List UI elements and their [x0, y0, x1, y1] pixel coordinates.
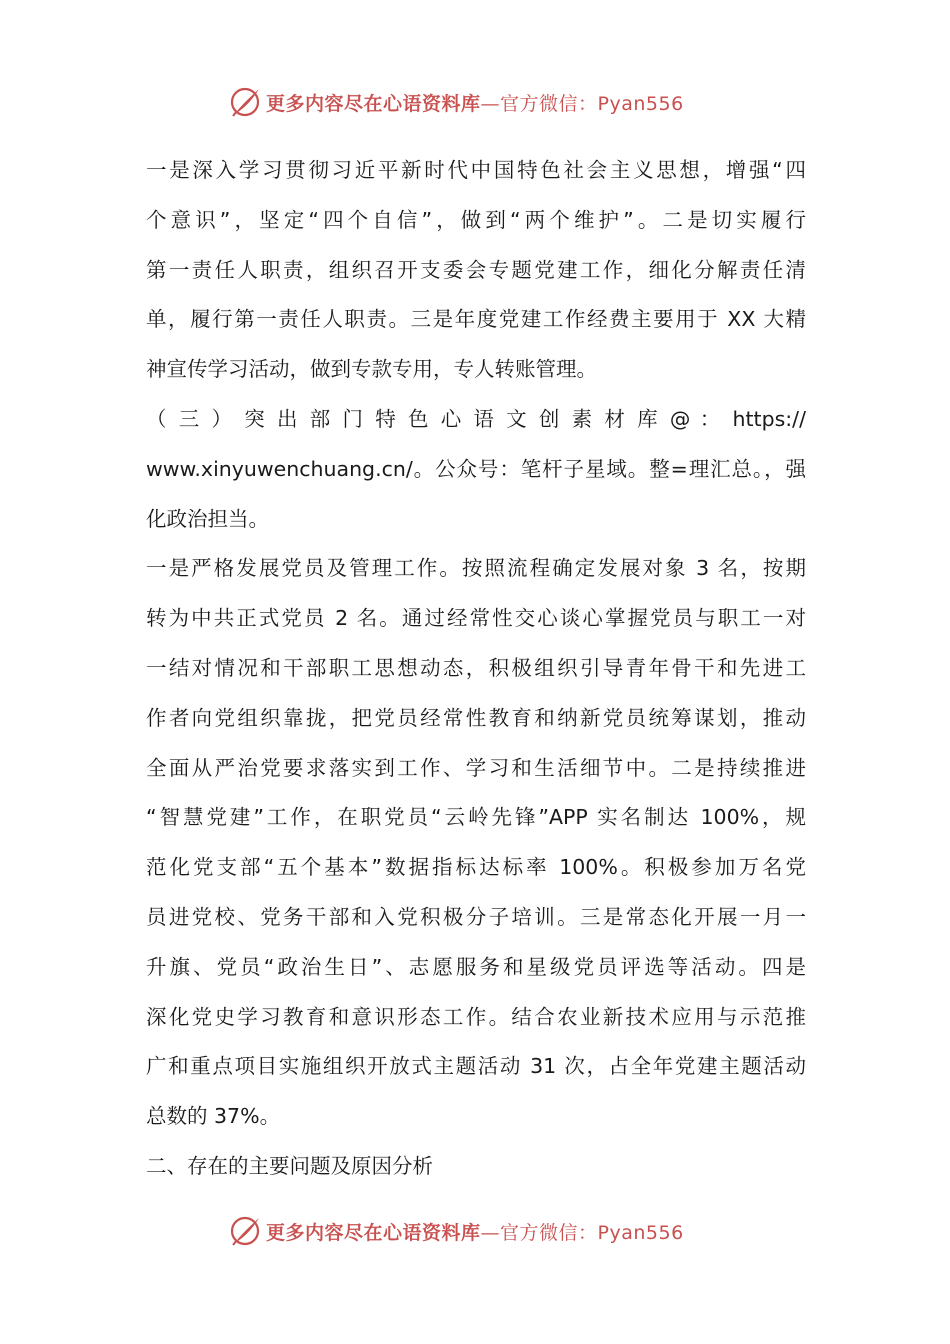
text-line: 员进党校、党务干部和入党积极分子培训。三是常态化开展一月一 — [146, 904, 806, 929]
text-line: 范化党支部“五个基本”数据指标达标率 100%。积极参加万名党 — [146, 855, 806, 880]
header-banner-text — [266, 89, 684, 116]
text-line: 一是严格发展党员及管理工作。按照流程确定发展对象 3 名，按期 — [146, 556, 806, 581]
banner-wechat-label: 官方微信： — [500, 1221, 598, 1244]
text-line: 一是深入学习贯彻习近平新时代中国特色社会主义思想，增强“四 — [146, 158, 806, 182]
text-line: 化政治担当。 — [146, 506, 269, 531]
banner-site-name: 更多内容尽在心语资料库 — [266, 1221, 481, 1244]
banner-dash: — — [480, 92, 501, 115]
quill-seal-icon — [228, 1214, 262, 1248]
text-line: 个意识”，坚定“四个自信”，做到“两个维护”。二是切实履行 — [146, 207, 806, 232]
quill-seal-icon — [228, 85, 262, 119]
section-heading: 二、存在的主要问题及原因分析 — [146, 1153, 433, 1178]
text-line: 转为中共正式党员 2 名。通过经常性交心谈心掌握党员与职工一对 — [146, 606, 806, 631]
text-line: 全面从严治党要求落实到工作、学习和生活细节中。二是持续推进 — [146, 755, 806, 780]
header-banner — [228, 82, 728, 122]
footer-banner-text — [266, 1218, 684, 1245]
text-line: 神宣传学习活动，做到专款专用，专人转账管理。 — [146, 357, 597, 382]
section-heading-line: （ 三 ） 突 出 部 门 特 色 心 语 文 创 素 材 库 @ ： https:// — [146, 406, 806, 431]
footer-banner — [228, 1211, 728, 1251]
document-body — [146, 146, 806, 1192]
text-line: www.xinyuwenchuang.cn/。公众号：笔杆子星域。整=理汇总。，强 — [146, 456, 806, 481]
banner-dash: — — [480, 1221, 501, 1244]
text-line: 广和重点项目实施组织开放式主题活动 31 次，占全年党建主题活动 — [146, 1054, 806, 1079]
banner-wechat-id: Pyan556 — [597, 92, 684, 115]
banner-site-name: 更多内容尽在心语资料库 — [266, 92, 481, 115]
text-line: 深化党史学习教育和意识形态工作。结合农业新技术应用与示范推 — [146, 1004, 806, 1029]
banner-wechat-id: Pyan556 — [597, 1221, 684, 1244]
text-line: 作者向党组织靠拢，把党员经常性教育和纳新党员统筹谋划，推动 — [146, 705, 806, 730]
text-line: 升旗、党员“政治生日”、志愿服务和星级党员评选等活动。四是 — [146, 954, 806, 979]
banner-wechat-label: 官方微信： — [500, 92, 598, 115]
text-line: 总数的 37%。 — [146, 1104, 281, 1129]
text-line: 一结对情况和干部职工思想动态，积极组织引导青年骨干和先进工 — [146, 655, 806, 680]
text-line: 单，履行第一责任人职责。三是年度党建工作经费主要用于 XX 大精 — [146, 307, 806, 332]
text-line: 第一责任人职责，组织召开支委会专题党建工作，细化分解责任清 — [146, 257, 806, 282]
text-line: “智慧党建”工作，在职党员“云岭先锋”APP 实名制达 100%，规 — [146, 805, 806, 830]
